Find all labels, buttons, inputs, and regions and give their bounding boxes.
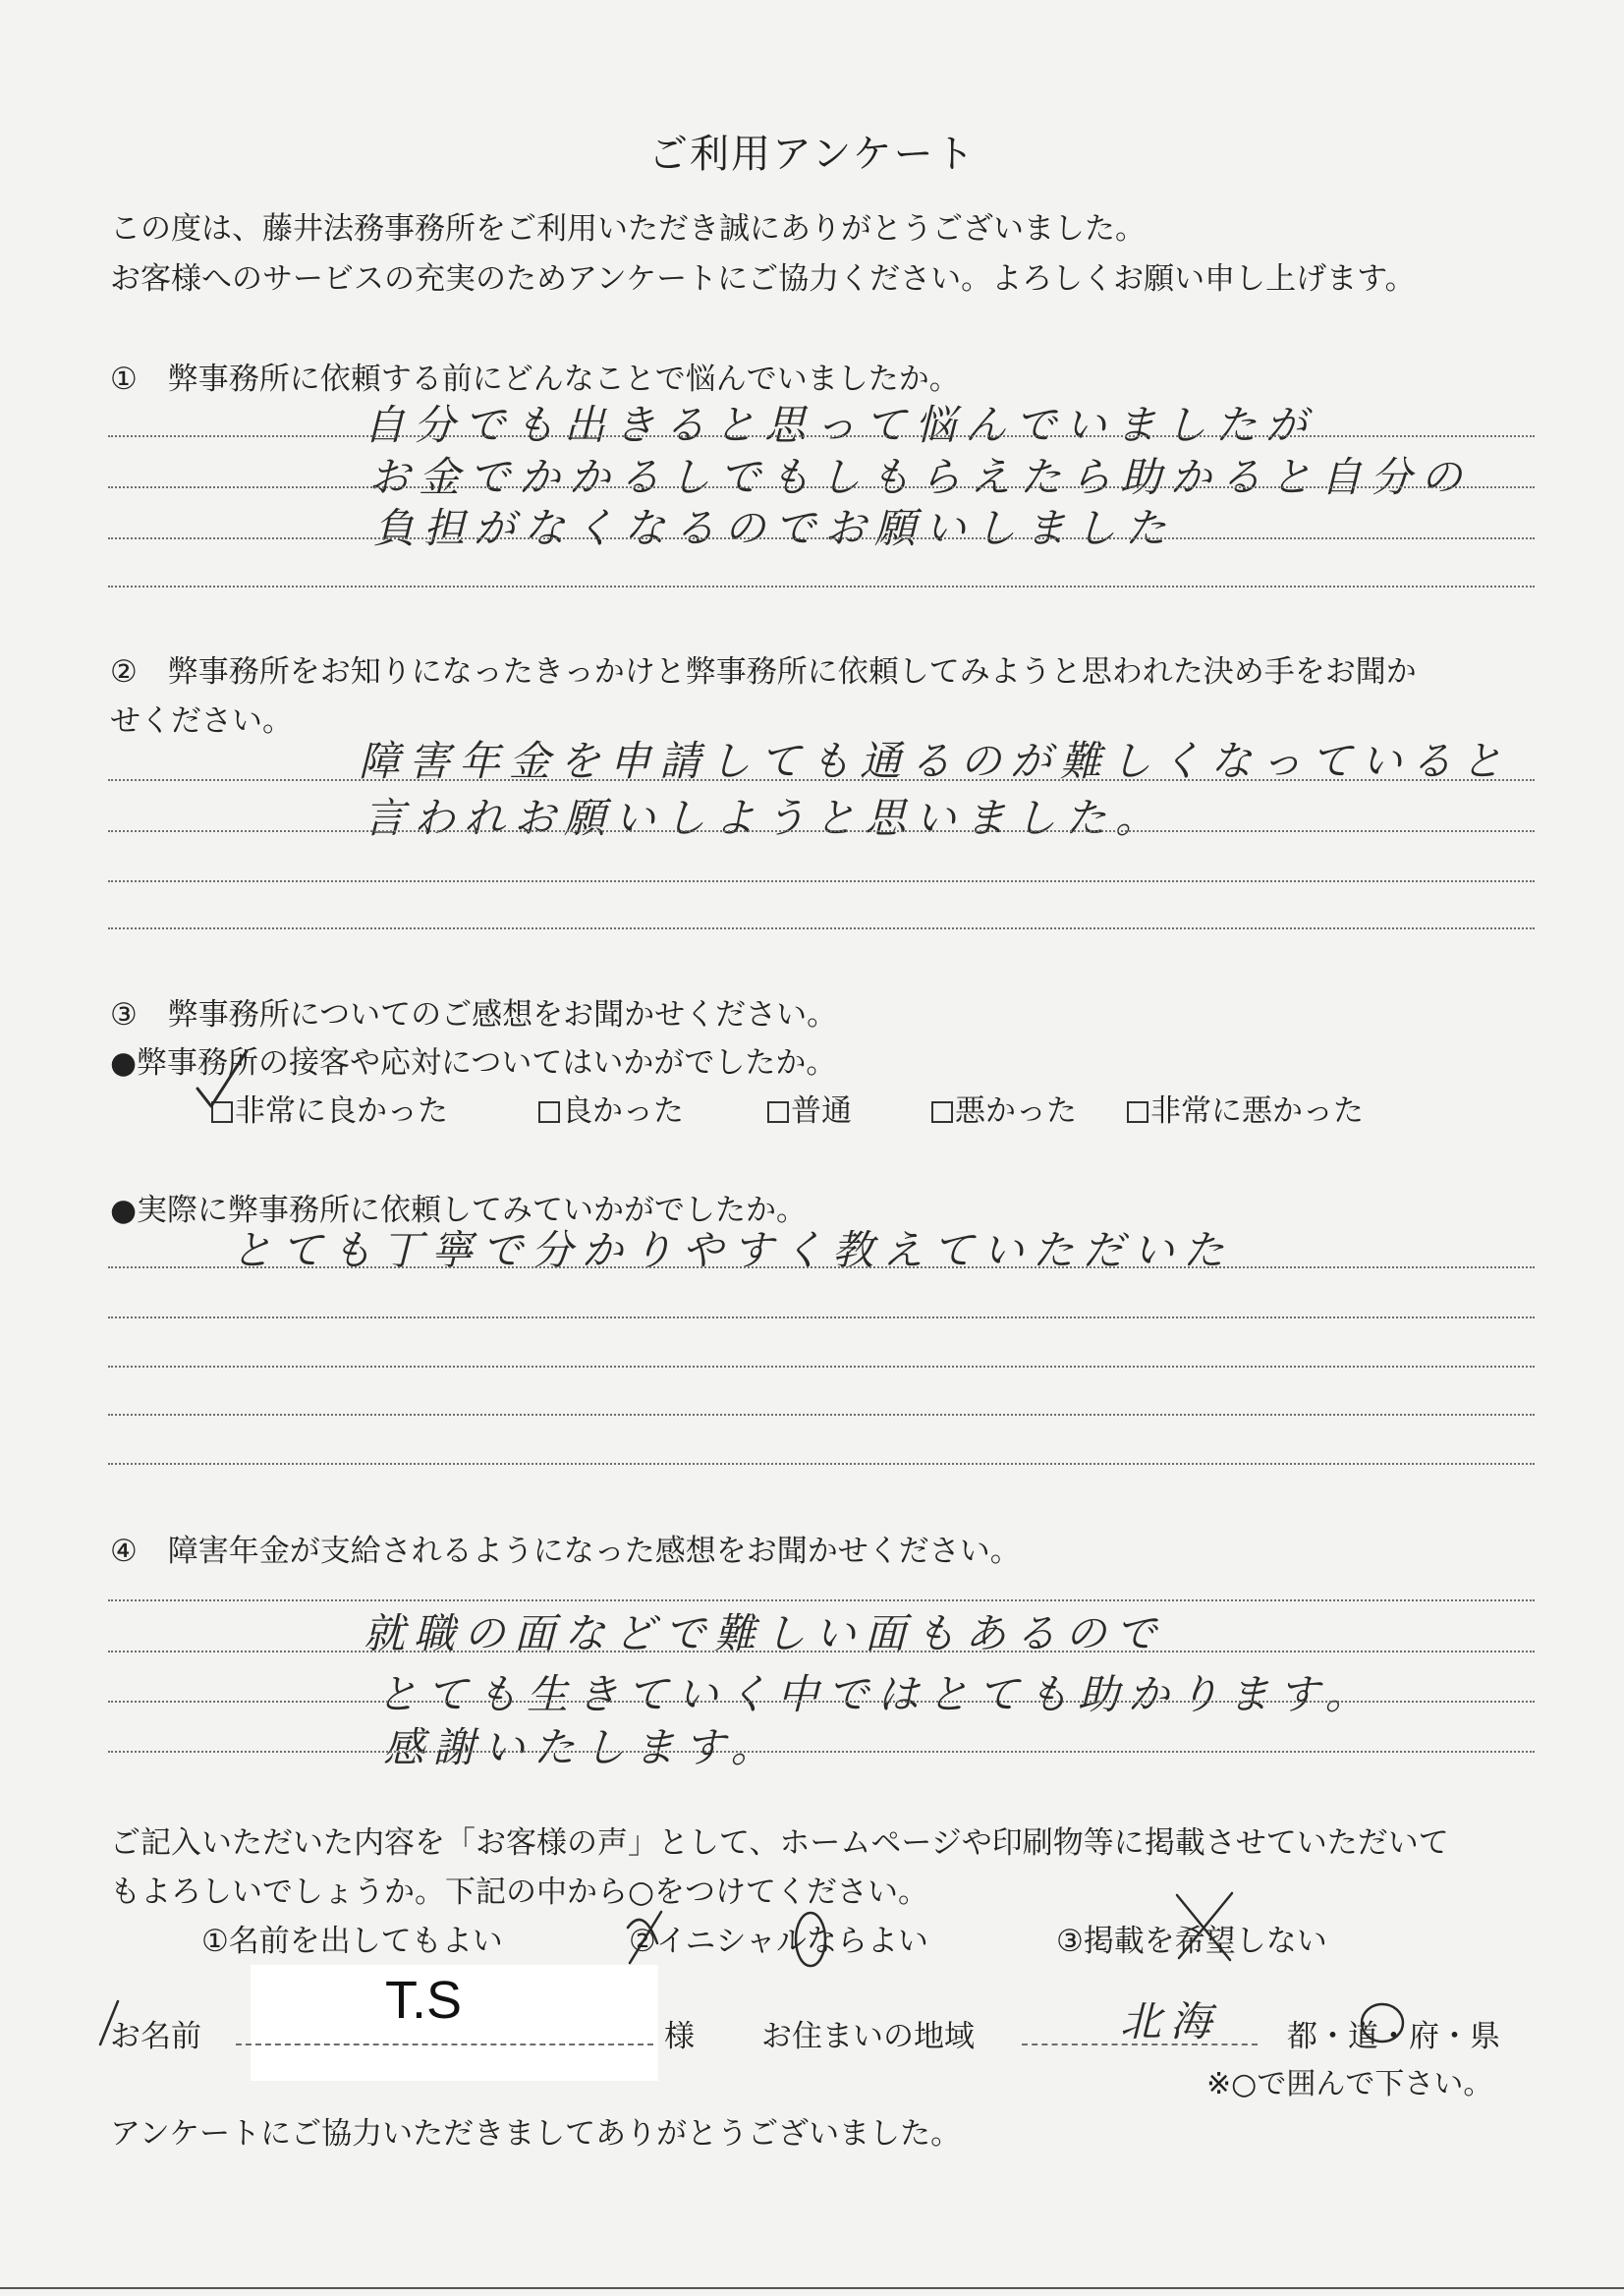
rating-option-very-good[interactable]: 非常に良かった (211, 1086, 448, 1130)
q1-answer-line-2: お金でかかるしでもしもらえたら助かると自分の (368, 453, 1472, 501)
selection-circle-mark (622, 1904, 671, 1973)
region-handwritten: 北海 (1120, 1997, 1221, 2045)
q4-answer-line-3: 感謝いたします。 (383, 1723, 781, 1771)
answer-line (108, 435, 1535, 437)
answer-line (108, 486, 1535, 488)
consent-text-line-1: ご記入いただいた内容を「お客様の声」として、ホームページや印刷物等に掲載させていただいて (110, 1825, 1449, 1861)
checkmark-icon (192, 1049, 251, 1108)
closing-thanks: アンケートにご協力いただきましてありがとうございました。 (110, 2116, 962, 2152)
q1-answer-line-1: 自分でも出きると思って悩んでいましたが (364, 401, 1316, 449)
circle-instruction-note: ※○で囲んで下さい。 (1206, 2067, 1493, 2101)
answer-line (108, 1751, 1535, 1753)
q4-answer-line-2: とても生きていく中ではとても助かります。 (376, 1670, 1375, 1718)
name-label: お名前 (110, 2019, 201, 2054)
answer-line (108, 830, 1535, 832)
answer-line (108, 1599, 1535, 1601)
pen-stroke-mark (96, 1999, 126, 2048)
q2-answer-line-1: 障害年金を申請しても通るのが難しくなっていると (359, 737, 1512, 785)
question-3: ③ 弊事務所についてのご感想をお聞かせください。 (110, 997, 838, 1033)
rating-option-good[interactable]: 良かった (538, 1086, 684, 1130)
answer-line (108, 1414, 1535, 1416)
checkbox[interactable] (931, 1101, 953, 1123)
answer-line (108, 1463, 1535, 1465)
q3-sub-question-1: ●弊事務所の接客や応対についてはいかがでしたか。 (110, 1045, 837, 1081)
answer-line (108, 927, 1535, 929)
prefecture-type-options[interactable]: 都・道・府・県 (1287, 2019, 1500, 2054)
rating-option-bad[interactable]: 悪かった (931, 1086, 1077, 1130)
intro-line-1: この度は、藤井法務事務所をご利用いただき誠にありがとうございました。 (110, 211, 1146, 247)
question-2-line-1: ② 弊事務所をお知りになったきっかけと弊事務所に依頼してみようと思われた決め手をお聞か (110, 654, 1417, 690)
intro-line-2: お客様へのサービスの充実のためアンケートにご協力ください。よろしくお願い申し上げます。 (110, 261, 1416, 297)
answer-line (108, 537, 1535, 539)
checkbox[interactable] (1127, 1101, 1148, 1123)
consent-option-no-publish[interactable]: ③掲載を希望しない (1056, 1924, 1327, 1959)
bottom-rule (0, 2287, 1624, 2289)
answer-line (108, 880, 1535, 882)
cross-out-mark (1169, 1891, 1238, 1965)
consent-option-name[interactable]: ①名前を出してもよい (201, 1924, 503, 1959)
selection-circle-mark (1358, 2000, 1407, 2045)
question-2-line-2: せください。 (110, 703, 293, 739)
q3-sub-question-2: ●実際に弊事務所に依頼してみていかがでしたか。 (110, 1193, 808, 1228)
answer-line (108, 1651, 1535, 1652)
name-line (236, 2044, 653, 2045)
q4-answer-line-1: 就職の面などで難しい面もあるので (364, 1609, 1166, 1657)
consent-text-line-2: もよろしいでしょうか。下記の中から○をつけてください。 (110, 1875, 929, 1910)
q3-answer-line-1: とても丁寧で分かりやすく教えていただいた (231, 1226, 1234, 1274)
honorific-suffix: 様 (664, 2019, 695, 2054)
region-label: お住まいの地域 (761, 2019, 975, 2054)
page-title: ご利用アンケート (648, 132, 977, 177)
q1-answer-line-3: 負担がなくなるのでお願いしました (373, 504, 1176, 552)
q2-answer-line-2: 言われお願いしようと思いました。 (364, 794, 1166, 842)
answer-line (108, 779, 1535, 781)
selection-circle-mark (791, 1910, 830, 1971)
consent-option-initials[interactable]: ②イニシャルならよい (629, 1924, 928, 1959)
question-4: ④ 障害年金が支給されるようになった感想をお聞かせください。 (110, 1534, 1021, 1569)
answer-line (108, 1701, 1535, 1703)
answer-line (108, 1266, 1535, 1268)
checkbox[interactable] (767, 1101, 789, 1123)
rating-option-average[interactable]: 普通 (767, 1086, 852, 1130)
checkbox[interactable] (538, 1101, 560, 1123)
rating-option-very-bad[interactable]: 非常に悪かった (1127, 1086, 1364, 1130)
answer-line (108, 1366, 1535, 1368)
answer-line (108, 1316, 1535, 1318)
question-1: ① 弊事務所に依頼する前にどんなことで悩んでいましたか。 (110, 362, 960, 397)
customer-name: T.S (385, 1971, 463, 2030)
answer-line (108, 586, 1535, 588)
